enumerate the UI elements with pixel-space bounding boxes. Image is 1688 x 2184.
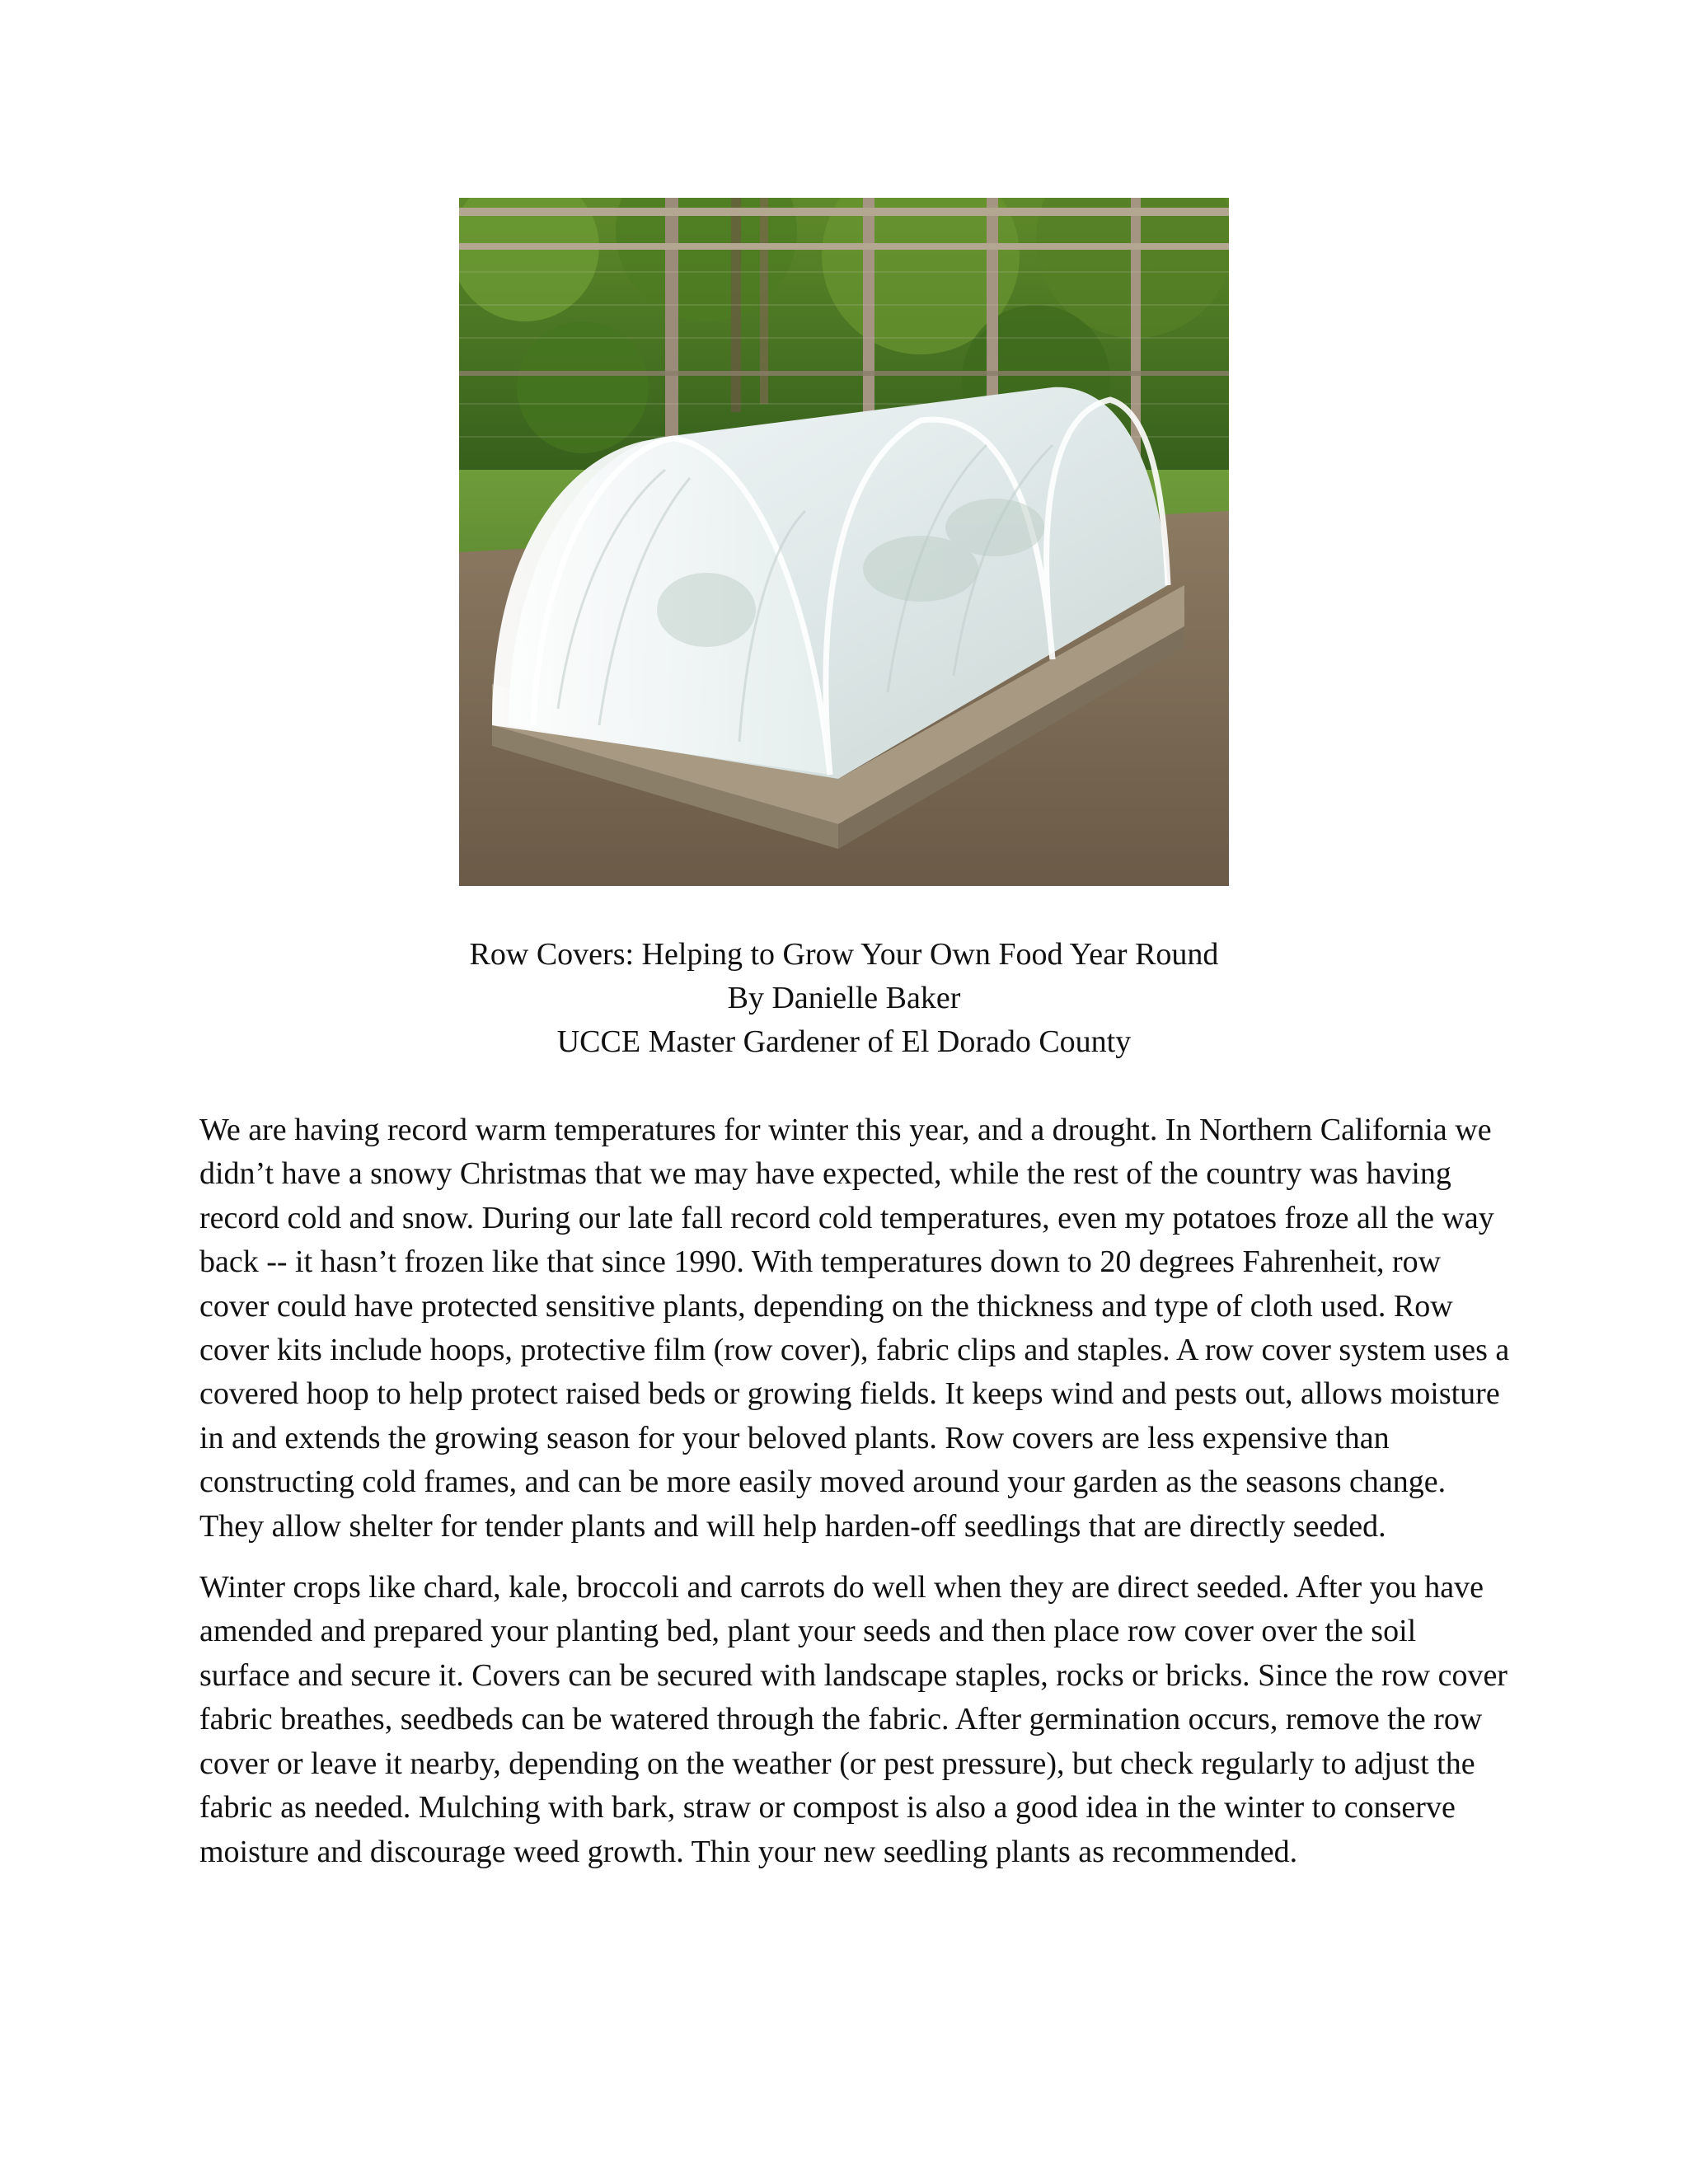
row-cover-photo — [459, 198, 1229, 886]
author-affiliation: UCCE Master Gardener of El Dorado County — [556, 1024, 1132, 1059]
body-paragraph: Winter crops like chard, kale, broccoli and carrots do well when they are direct seeded. After you have amended and prepared your planting bed, plant your seeds and then place row cover over the soil surface and secure it. Covers can be secured with landscape staples, rocks or bricks. Since the row cover fabric breathes, seedbeds can be watered through the fabric. After germination occurs, remove the row cover or leave it nearby, depending on the weather (or pest pressure), but check regularly to adjust the fabric as needed. Mulching with bark, straw or compost is also a good idea in the winter to conserve moisture and discourage weed growth. Thin your new seedling plants as recommended. — [199, 1570, 1507, 1869]
article-byline: By Danielle Baker — [727, 981, 961, 1015]
article-body — [199, 1108, 1510, 1891]
article-title: Row Covers: Helping to Grow Your Own Food Year Round — [469, 937, 1219, 972]
article-header — [0, 933, 1688, 1064]
body-paragraph: We are having record warm temperatures for winter this year, and a drought. In Northern California we didn’t have a snowy Christmas that we may have expected, while the rest of the country was having record cold and snow. During our late fall record cold temperatures, even my potatoes froze all the way back -- it hasn’t frozen like that since 1990. With temperatures down to 20 degrees Fahrenheit, row cover could have protected sensitive plants, depending on the thickness and type of cloth used. Row cover kits include hoops, protective film (row cover), fabric clips and staples. A row cover system uses a covered hoop to help protect raised beds or growing fields. It keeps wind and pests out, allows moisture in and extends the growing season for your beloved plants. Row covers are less expensive than constructing cold frames, and can be more easily moved around your garden as the seasons change. They allow shelter for tender plants and will help harden-off seedlings that are directly seeded. — [199, 1113, 1510, 1544]
